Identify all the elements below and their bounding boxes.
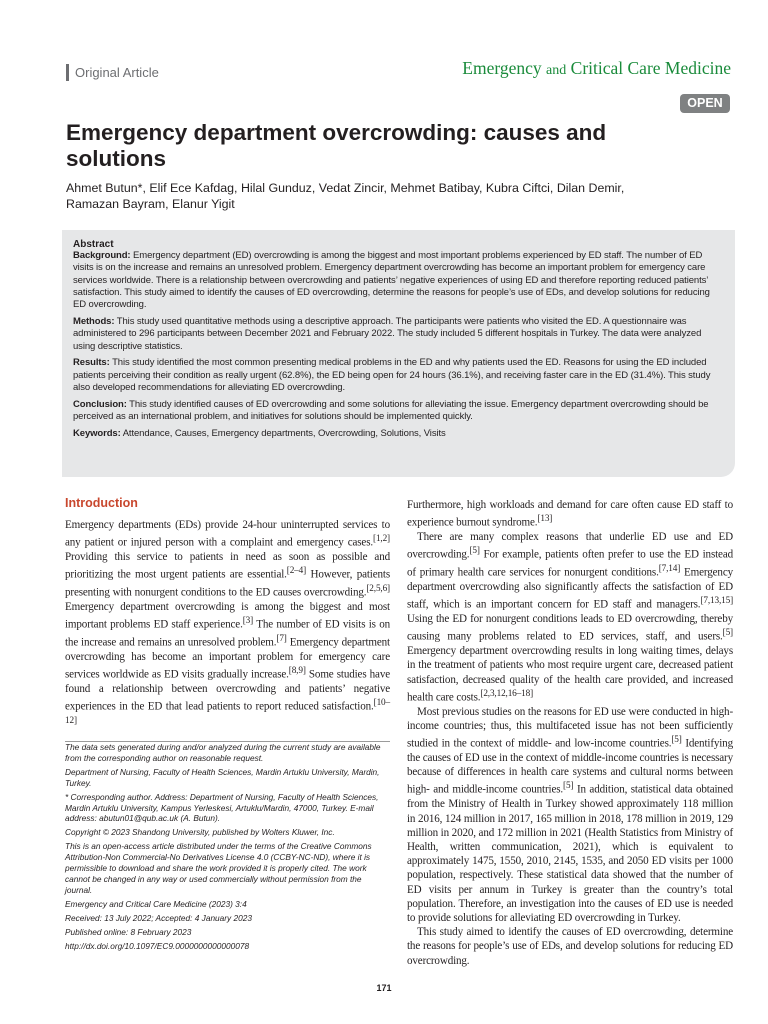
citation-ref[interactable]: [5] bbox=[671, 735, 682, 746]
footnote-copyright: Copyright © 2023 Shandong University, published by Wolters Kluwer, Inc. bbox=[65, 827, 335, 838]
abstract-methods bbox=[73, 316, 725, 353]
right-p2-text-c: Emergency department overcrowding also significantly affects the satisfaction of ED staff, which is an important concern for ED staff and managers. bbox=[407, 566, 733, 611]
article-title: Emergency department overcrowding: causes and solutions bbox=[66, 120, 607, 171]
page-number: 171 bbox=[376, 983, 392, 993]
right-paragraph-4: This study aimed to identify the causes of ED overcrowding, determine the reasons for people’s use of EDs, and develop solutions for reducing ED overcrowding. bbox=[407, 926, 733, 967]
right-p1-text: Furthermore, high workloads and demand for care often cause ED staff to experience burnout syndrome. bbox=[407, 499, 733, 529]
left-column bbox=[65, 496, 390, 732]
right-paragraph-1 bbox=[407, 498, 733, 530]
author-list: Ahmet Butun*, Elif Ece Kafdag, Hilal Gunduz, Vedat Zincir, Mehmet Batibay, Kubra Ciftci, Dilan Demir, Ramazan Bayram, Elanur Yigit bbox=[66, 181, 625, 211]
introduction-body bbox=[65, 518, 390, 732]
section-bar bbox=[66, 64, 69, 81]
intro-text-f: Emergency department overcrowding has become an important problem for emergency care services worldwide as ED visits gradually increase. bbox=[65, 636, 390, 681]
citation-ref[interactable]: [2–4] bbox=[286, 566, 307, 577]
intro-text-c: However, patients presenting with nonurgent conditions to the ED causes overcrowding. bbox=[65, 568, 390, 599]
footnote-received: Received: 13 July 2022; Accepted: 4 January 2023 bbox=[65, 912, 252, 923]
footnote-citation: Emergency and Critical Care Medicine (2023) 3:4 bbox=[65, 898, 247, 909]
abstract-keywords bbox=[73, 428, 725, 440]
footnotes bbox=[65, 741, 390, 954]
citation-ref[interactable]: [5] bbox=[722, 628, 733, 639]
abstract-box bbox=[62, 230, 735, 477]
citation-ref[interactable]: [3] bbox=[242, 616, 254, 627]
abstract-conclusion-label: Conclusion: bbox=[73, 398, 127, 410]
journal-name-part2: Critical Care Medicine bbox=[570, 58, 731, 78]
abstract-methods-label: Methods: bbox=[73, 315, 115, 327]
abstract-background-label: Background: bbox=[73, 250, 131, 261]
citation-ref[interactable]: [7] bbox=[276, 634, 287, 645]
right-paragraph-3 bbox=[407, 705, 733, 925]
journal-name[interactable] bbox=[462, 58, 731, 79]
open-access-badge: OPEN bbox=[680, 94, 730, 113]
right-column-body bbox=[407, 498, 733, 968]
intro-text-e: The number of ED visits is on the increase and remains an unresolved problem. bbox=[65, 618, 390, 649]
citation-ref[interactable]: [2,5,6] bbox=[366, 584, 390, 595]
journal-name-and: and bbox=[546, 63, 567, 78]
citation-ref[interactable]: [2,3,12,16–18] bbox=[480, 688, 534, 699]
abstract-methods-text: This study used quantitative methods using a descriptive approach. The participants were patients who visited the ED. A questionnaire was administered to 296 participants between December 2021 and February 2022. The study included 5 different hospitals in Turkey. The data were analyzed using descriptive statistics. bbox=[73, 315, 702, 352]
footnote-doi-link[interactable]: http://dx.doi.org/10.1097/EC9.0000000000000078 bbox=[65, 940, 250, 951]
abstract-results-label: Results: bbox=[73, 357, 110, 369]
intro-text-a: Emergency departments (EDs) provide 24-hour uninterrupted services to any patient or injured person with a complaint and emergency cases. bbox=[65, 519, 390, 549]
abstract-background bbox=[73, 250, 725, 311]
citation-ref[interactable]: [7,13,15] bbox=[700, 596, 733, 607]
introduction-paragraph bbox=[65, 518, 390, 732]
intro-text-b: Providing this service to patients in need as soon as possible and prioritizing the most urgent patients are essential. bbox=[65, 551, 390, 581]
citation-ref[interactable]: [1,2] bbox=[373, 534, 390, 545]
right-p3-text-b: Identifying the causes of ED use in the context of middle-income countries is necessary because of differences in health care systems and cultural norms between high- and middle-income countries. bbox=[407, 737, 733, 797]
introduction-heading: Introduction bbox=[65, 496, 138, 510]
right-p2-text-e: Emergency department overcrowding results in long waiting times, delays in the treatment of patients who most require urgent care, decreased patient satisfaction, decreased quality of the health care provided, and increased health care costs. bbox=[407, 645, 733, 704]
abstract-conclusion-text: This study identified causes of ED overcrowding and some solutions for alleviating the issue. Emergency department overcrowding should be perceived as an international problem, and initiatives for solutions should be implemented quickly. bbox=[73, 398, 709, 423]
footnote-affiliation: Department of Nursing, Faculty of Health Sciences, Mardin Artuklu University, Mardin, Turkey. bbox=[65, 766, 380, 788]
abstract-keywords-text: Attendance, Causes, Emergency departments, Overcrowding, Solutions, Visits bbox=[122, 427, 446, 439]
citation-ref[interactable]: [5] bbox=[469, 546, 480, 557]
footnote-correspondence: * Corresponding author. Address: Department of Nursing, Faculty of Health Sciences, Mardin Artuklu University, Kampus Yerleskesi, Artuklu/Mardin, 47000, Turkey. E-mail address: abutun01@qub.ac.uk (A. Butun). bbox=[65, 791, 379, 824]
footnote-license: This is an open-access article distributed under the terms of the Creative Commons Attribution-Non Commercial-No Derivatives License 4.0 (CCBY-NC-ND), where it is permissible to download and share the work provided it is properly cited. The work cannot be changed in any way or used commercially without permission from the journal. bbox=[65, 841, 372, 895]
right-p2-text-d: Using the ED for nonurgent conditions leads to ED overcrowding, thereby causing many problems related to ED services, staff, and users. bbox=[407, 613, 733, 644]
footnote-data-statement: The data sets generated during and/or analyzed during the current study are available from the corresponding author on reasonable request. bbox=[65, 742, 381, 763]
citation-ref[interactable]: [8,9] bbox=[288, 666, 306, 677]
footnote-published: Published online: 8 February 2023 bbox=[65, 926, 192, 937]
citation-ref[interactable]: [5] bbox=[563, 781, 574, 792]
abstract-results-text: This study identified the most common presenting medical problems in the ED and why patients used the ED. Reasons for using the ED included patients perceiving their condition as really urgent (62.8%), the ED being open for 24 hours (36.1%), and receiving faster care in the ED (31.4%). This study also developed recommendations for alleviating ED overcrowding. bbox=[73, 357, 711, 393]
journal-name-part1: Emergency bbox=[462, 58, 542, 78]
right-p2-text-b: For example, patients often prefer to use the ED instead of primary health care services for nonurgent conditions. bbox=[407, 548, 733, 579]
right-p3-text-c: In addition, statistical data obtained from the Ministry of Health in Turkey showed approximately 118 million in 2016, 124 million in 2017, 165 million in 2018, 178 million in 2019, 129 million in 2020, and 172 million in 2021 (Health Statistics from Ministry of Health, written communication, 2021), which is equivalent to approximately 1475, 1550, 2010, 2145, 1535, and 2050 ED visits per 1000 population, respectively. These statistical data showed that the number of ED visits per annum in Turkey is greater than the country’s total population. Therefore, an investigation into the causes of ED use is needed to provide solutions for alleviating ED overcrowding in Turkey. bbox=[407, 784, 733, 924]
right-p2-text-a: There are many complex reasons that underlie ED use and ED overcrowding. bbox=[407, 531, 733, 561]
citation-ref[interactable]: [7,14] bbox=[658, 564, 681, 575]
citation-ref[interactable]: [13] bbox=[537, 514, 553, 525]
abstract-conclusion bbox=[73, 399, 725, 424]
abstract-results bbox=[73, 357, 725, 394]
citation-ref[interactable]: [10–12] bbox=[65, 698, 390, 727]
section-label bbox=[66, 64, 159, 81]
intro-text-d: Emergency department overcrowding is among the biggest and most important problems ED staff experience. bbox=[65, 601, 390, 631]
right-p3-text-a: Most previous studies on the reasons for ED use were conducted in high-income countries; thus, this multifaceted issue has not been sufficiently studied in the context of middle- and low-income countries. bbox=[407, 705, 733, 750]
intro-text-g: Some studies have found a relationship between overcrowding and patients’ negative experiences in the ED that lead patients to report reduced satisfaction. bbox=[65, 668, 390, 714]
abstract-heading: Abstract bbox=[73, 239, 114, 250]
abstract-keywords-label: Keywords: bbox=[73, 427, 121, 439]
right-paragraph-2 bbox=[407, 530, 733, 705]
right-column bbox=[407, 498, 733, 968]
abstract-background-text: Emergency department (ED) overcrowding is among the biggest and most important problems experienced by ED staff. The number of ED visits is on the increase and remains an unresolved problem. Emergency department overcrowding has become an important problem for emergency care services worldwide. There is a relationship between overcrowding and patients’ negative experiences of using ED and therefore reporting reduced patients’ satisfaction. This study aimed to identify the causes of ED overcrowding, determine the reasons for people’s use of EDs, and develop solutions for reducing ED overcrowding. bbox=[73, 250, 710, 311]
section-label-text: Original Article bbox=[75, 65, 159, 80]
